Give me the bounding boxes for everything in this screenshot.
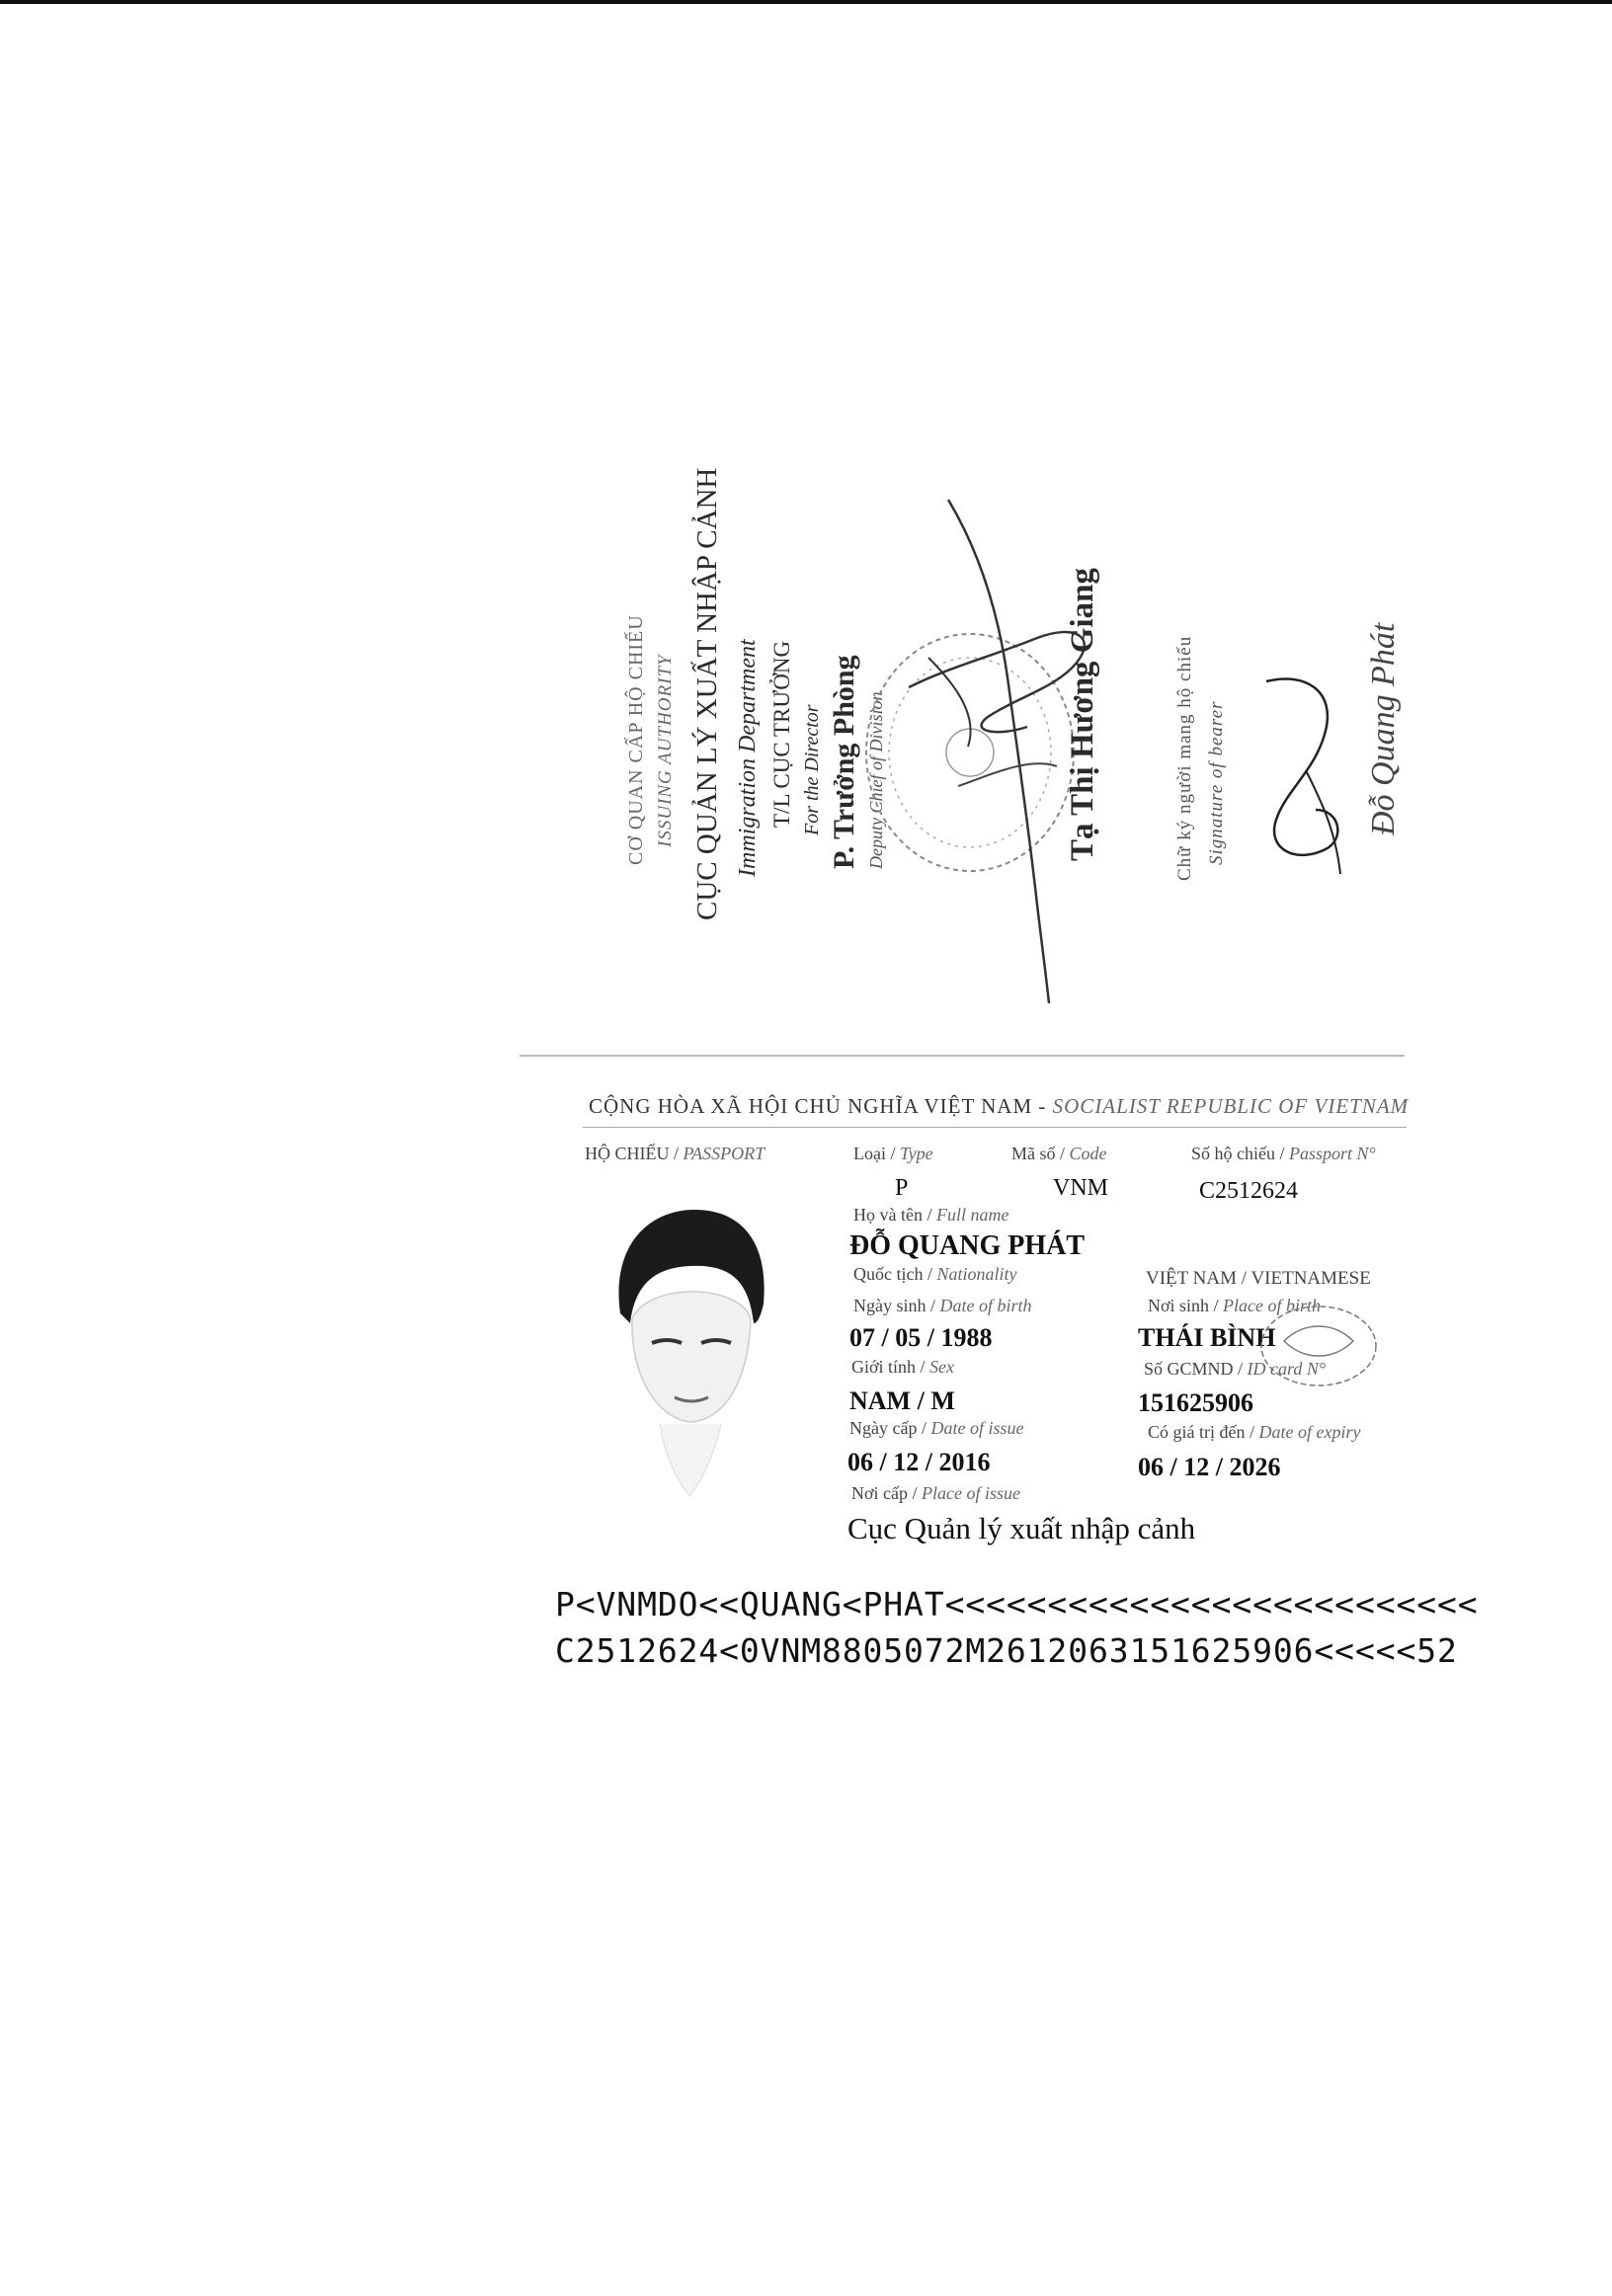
- bearer-signature: [1247, 652, 1355, 889]
- issue-date: 06 / 12 / 2016: [847, 1448, 991, 1476]
- issue-date-label: [849, 1418, 1023, 1439]
- passport-number: C2512624: [1199, 1178, 1299, 1204]
- type-label: [853, 1144, 933, 1164]
- for-director-vi: T/L CỤC TRƯỞNG: [769, 640, 794, 828]
- holder-photo: [591, 1185, 788, 1501]
- deputy-title-vi: P. Trưởng Phòng: [828, 655, 860, 869]
- country-code: VNM: [1053, 1175, 1109, 1201]
- sex-label-vi: Giới tính /: [851, 1357, 930, 1377]
- passport-no-label: [1191, 1144, 1376, 1164]
- id-label-vi: Số GCMND /: [1144, 1359, 1248, 1379]
- country-header: [589, 1094, 1409, 1119]
- nationality-label-en: Nationality: [936, 1264, 1017, 1284]
- passport-no-label-vi: Số hộ chiếu /: [1191, 1144, 1289, 1163]
- place-issue-label-en: Place of issue: [922, 1483, 1020, 1503]
- expiry-label-en: Date of expiry: [1258, 1422, 1361, 1442]
- type-label-en: Type: [900, 1144, 933, 1163]
- authority-name-en: Immigration Department: [735, 639, 761, 877]
- place-of-issue: Cục Quản lý xuất nhập cảnh: [847, 1511, 1196, 1545]
- fullname-label-vi: Họ và tên /: [853, 1205, 936, 1225]
- holder-fullname: ĐỖ QUANG PHÁT: [849, 1230, 1085, 1261]
- passport-no-label-en: Passport N°: [1289, 1144, 1376, 1163]
- for-director-en: For the Director: [801, 704, 823, 835]
- pob-label-vi: Nơi sinh /: [1148, 1296, 1224, 1315]
- sex-label: [851, 1357, 954, 1378]
- document-title: [585, 1144, 765, 1164]
- country-name-vi: CỘNG HÒA XÃ HỘI CHỦ NGHĨA VIỆT NAM -: [589, 1094, 1053, 1118]
- type-label-vi: Loại /: [853, 1144, 900, 1163]
- code-label-en: Code: [1069, 1144, 1107, 1163]
- bearer-signature-label-vi: Chữ ký người mang hộ chiếu: [1174, 635, 1195, 881]
- scan-top-edge: [0, 0, 1612, 4]
- fullname-label: [853, 1205, 1008, 1226]
- fullname-label-en: Full name: [935, 1205, 1009, 1225]
- emblem-watermark: [1254, 1302, 1383, 1390]
- pob-label-en: Place of birth: [1223, 1296, 1322, 1315]
- deputy-title-en: Deputy Chief of Division: [866, 691, 886, 869]
- header-divider: [583, 1127, 1407, 1128]
- code-label-vi: Mã số /: [1011, 1144, 1070, 1163]
- code-label: [1011, 1144, 1107, 1164]
- nationality-label: [853, 1264, 1016, 1285]
- document-title-en: PASSPORT: [683, 1144, 766, 1163]
- place-issue-label-vi: Nơi cấp /: [851, 1483, 922, 1503]
- mrz-line-1: P<VNMDO<<QUANG<PHAT<<<<<<<<<<<<<<<<<<<<<<<<<<: [555, 1585, 1479, 1623]
- expiry-date: 06 / 12 / 2026: [1138, 1453, 1281, 1481]
- holder-nationality: VIỆT NAM / VIETNAMESE: [1146, 1268, 1371, 1289]
- expiry-date-label: [1148, 1422, 1360, 1443]
- dob-label: [853, 1296, 1032, 1316]
- issue-label-vi: Ngày cấp /: [849, 1418, 931, 1438]
- id-label-en: ID card N°: [1247, 1359, 1327, 1379]
- country-name-en: SOCIALIST REPUBLIC OF VIETNAM: [1052, 1094, 1410, 1118]
- issue-label-en: Date of issue: [930, 1418, 1024, 1438]
- bearer-signature-name: Đỗ Quang Phát: [1365, 622, 1402, 835]
- sex-label-en: Sex: [929, 1357, 955, 1377]
- bearer-signature-label-en: Signature of bearer: [1206, 700, 1227, 865]
- authority-signer-name: Tạ Thị Hương Giang: [1065, 568, 1100, 861]
- nationality-label-vi: Quốc tịch /: [853, 1264, 937, 1284]
- document-title-vi: HỘ CHIẾU /: [585, 1144, 684, 1163]
- authority-label-vi: CƠ QUAN CẤP HỘ CHIẾU: [625, 614, 647, 865]
- expiry-label-vi: Có giá trị đến /: [1148, 1422, 1259, 1442]
- authority-label-en: ISSUING AUTHORITY: [655, 654, 676, 847]
- place-issue-label: [851, 1483, 1020, 1504]
- holder-pob: THÁI BÌNH: [1138, 1323, 1276, 1352]
- passport-type: P: [895, 1175, 909, 1201]
- page-fold-line: [520, 1055, 1405, 1057]
- dob-label-vi: Ngày sinh /: [853, 1296, 940, 1315]
- holder-dob: 07 / 05 / 1988: [849, 1323, 993, 1352]
- holder-sex: NAM / M: [849, 1386, 955, 1415]
- authority-name-vi: CỤC QUẢN LÝ XUẤT NHẬP CẢNH: [691, 467, 723, 920]
- holder-id-number: 151625906: [1138, 1388, 1253, 1417]
- mrz-line-2: C2512624<0VNM8805072M2612063151625906<<<<<52: [555, 1631, 1458, 1670]
- dob-label-en: Date of birth: [939, 1296, 1032, 1315]
